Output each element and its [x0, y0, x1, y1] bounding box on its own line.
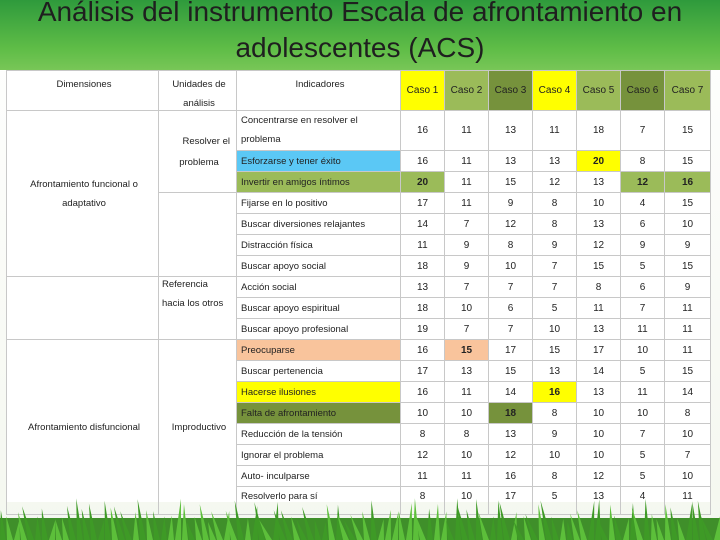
header-caso-2: Caso 2	[445, 71, 489, 111]
value-cell: 13	[577, 487, 621, 515]
dimension-funcional	[7, 111, 159, 277]
value-cell: 14	[665, 382, 711, 403]
value-cell: 12	[533, 172, 577, 193]
value-cell: 13	[577, 172, 621, 193]
unit-referencia	[159, 277, 237, 340]
value-cell: 6	[621, 277, 665, 298]
value-cell: 8	[533, 403, 577, 424]
value-cell: 9	[665, 277, 711, 298]
indicator-label: Preocuparse	[237, 340, 401, 361]
value-cell: 10	[445, 487, 489, 515]
indicator-label: Distracción física	[237, 235, 401, 256]
value-cell: 10	[445, 445, 489, 466]
value-cell: 11	[445, 382, 489, 403]
value-cell: 9	[533, 424, 577, 445]
value-cell: 19	[401, 319, 445, 340]
dimension-funcional-line2: adaptativo	[62, 197, 106, 209]
header-caso-1: Caso 1	[401, 71, 445, 111]
value-cell: 17	[577, 340, 621, 361]
value-cell: 13	[489, 111, 533, 151]
value-cell: 10	[489, 256, 533, 277]
value-cell: 8	[401, 424, 445, 445]
value-cell: 8	[533, 193, 577, 214]
value-cell: 11	[621, 382, 665, 403]
header-indicadores: Indicadores	[237, 71, 401, 111]
value-cell: 4	[621, 487, 665, 515]
value-cell: 11	[445, 466, 489, 487]
value-cell: 10	[665, 424, 711, 445]
value-cell: 10	[665, 214, 711, 235]
value-cell: 20	[577, 151, 621, 172]
value-cell: 16	[489, 466, 533, 487]
table-row	[7, 111, 711, 151]
value-cell: 10	[621, 340, 665, 361]
value-cell: 7	[445, 319, 489, 340]
value-cell: 15	[533, 340, 577, 361]
value-cell: 11	[665, 340, 711, 361]
unit-resolver-line1: Resolver el	[182, 135, 230, 147]
value-cell: 18	[401, 256, 445, 277]
value-cell: 8	[577, 277, 621, 298]
value-cell: 10	[621, 403, 665, 424]
value-cell: 11	[621, 319, 665, 340]
value-cell: 4	[621, 193, 665, 214]
value-cell: 13	[401, 277, 445, 298]
indicator-label: Concentrarse en resolver el	[241, 115, 358, 126]
value-cell: 7	[445, 214, 489, 235]
value-cell: 7	[533, 256, 577, 277]
value-cell: 17	[401, 193, 445, 214]
value-cell: 12	[577, 466, 621, 487]
value-cell: 11	[401, 235, 445, 256]
value-cell: 17	[401, 361, 445, 382]
value-cell: 7	[489, 319, 533, 340]
title-line-1: Análisis del instrumento Escala de afrontamiento en	[37, 0, 683, 27]
unit-referencia-line2: hacia los otros	[162, 298, 224, 309]
value-cell: 7	[489, 277, 533, 298]
value-cell: 10	[445, 403, 489, 424]
value-cell: 11	[445, 151, 489, 172]
value-cell: 15	[577, 256, 621, 277]
unit-referencia-line1: Referencia	[162, 279, 208, 290]
value-cell: 10	[577, 445, 621, 466]
value-cell: 13	[445, 361, 489, 382]
value-cell: 17	[489, 487, 533, 515]
page-title	[0, 0, 720, 66]
header-unidades-line1: Unidades de	[172, 79, 226, 90]
indicator-label: Invertir en amigos íntimos	[237, 172, 401, 193]
indicator-label: Auto- inculparse	[237, 466, 401, 487]
value-cell: 17	[489, 340, 533, 361]
value-cell: 11	[665, 319, 711, 340]
indicator-label: Buscar apoyo social	[237, 256, 401, 277]
value-cell: 16	[401, 151, 445, 172]
indicator-label: Fijarse en lo positivo	[237, 193, 401, 214]
value-cell: 9	[533, 235, 577, 256]
indicator-label: Acción social	[237, 277, 401, 298]
header-row	[7, 71, 711, 111]
value-cell: 15	[489, 172, 533, 193]
value-cell: 10	[445, 298, 489, 319]
value-cell: 10	[401, 403, 445, 424]
value-cell: 10	[577, 193, 621, 214]
indicator-label: Buscar diversiones relajantes	[237, 214, 401, 235]
indicator-label: Hacerse ilusiones	[237, 382, 401, 403]
value-cell: 18	[401, 298, 445, 319]
value-cell: 18	[489, 403, 533, 424]
unit-resolver	[159, 111, 237, 193]
value-cell: 6	[489, 298, 533, 319]
value-cell: 14	[577, 361, 621, 382]
value-cell: 12	[489, 445, 533, 466]
header-caso-6: Caso 6	[621, 71, 665, 111]
indicator-label: Falta de afrontamiento	[237, 403, 401, 424]
value-cell: 10	[577, 424, 621, 445]
value-cell: 12	[621, 172, 665, 193]
value-cell: 5	[621, 256, 665, 277]
value-cell: 7	[665, 445, 711, 466]
value-cell: 8	[665, 403, 711, 424]
value-cell: 15	[445, 340, 489, 361]
value-cell: 20	[401, 172, 445, 193]
value-cell: 10	[665, 466, 711, 487]
indicator-cell	[237, 111, 401, 151]
value-cell: 16	[401, 340, 445, 361]
dimension-blank	[7, 277, 159, 340]
value-cell: 5	[621, 445, 665, 466]
indicator-label: Reducción de la tensión	[237, 424, 401, 445]
value-cell: 9	[621, 235, 665, 256]
value-cell: 5	[533, 298, 577, 319]
value-cell: 8	[621, 151, 665, 172]
value-cell: 8	[533, 466, 577, 487]
value-cell: 14	[401, 214, 445, 235]
value-cell: 5	[621, 466, 665, 487]
value-cell: 10	[577, 403, 621, 424]
value-cell: 16	[533, 382, 577, 403]
value-cell: 9	[665, 235, 711, 256]
dimension-funcional-line1: Afrontamiento funcional o	[30, 178, 138, 190]
value-cell: 15	[665, 111, 711, 151]
value-cell: 12	[577, 235, 621, 256]
indicator-label: Esforzarse y tener éxito	[237, 151, 401, 172]
value-cell: 11	[665, 487, 711, 515]
value-cell: 15	[665, 256, 711, 277]
value-cell: 10	[533, 319, 577, 340]
value-cell: 7	[621, 111, 665, 151]
value-cell: 12	[489, 214, 533, 235]
header-caso-3: Caso 3	[489, 71, 533, 111]
unit-improductivo: Improductivo	[159, 340, 237, 515]
value-cell: 13	[489, 424, 533, 445]
indicator-label: Buscar pertenencia	[237, 361, 401, 382]
value-cell: 13	[533, 361, 577, 382]
value-cell: 8	[445, 424, 489, 445]
value-cell: 14	[489, 382, 533, 403]
value-cell: 15	[665, 361, 711, 382]
value-cell: 7	[621, 424, 665, 445]
value-cell: 13	[577, 319, 621, 340]
indicator-label: Ignorar el problema	[237, 445, 401, 466]
value-cell: 6	[621, 214, 665, 235]
grass-decoration	[0, 498, 720, 540]
results-table-container	[6, 70, 710, 502]
value-cell: 15	[665, 151, 711, 172]
value-cell: 11	[533, 111, 577, 151]
value-cell: 16	[401, 382, 445, 403]
value-cell: 5	[533, 487, 577, 515]
header-caso-4: Caso 4	[533, 71, 577, 111]
header-unidades-line2: análisis	[183, 98, 215, 109]
value-cell: 18	[577, 111, 621, 151]
value-cell: 11	[577, 298, 621, 319]
table-row	[7, 277, 711, 298]
value-cell: 13	[577, 382, 621, 403]
value-cell: 11	[665, 298, 711, 319]
value-cell: 11	[401, 466, 445, 487]
value-cell: 12	[401, 445, 445, 466]
indicator-label: Resolverlo para sí	[237, 487, 401, 515]
table-row	[7, 340, 711, 361]
value-cell: 11	[445, 172, 489, 193]
value-cell: 13	[489, 151, 533, 172]
header-caso-5: Caso 5	[577, 71, 621, 111]
value-cell: 11	[445, 193, 489, 214]
header-unidades	[159, 71, 237, 111]
value-cell: 8	[489, 235, 533, 256]
indicator-label: Buscar apoyo espiritual	[237, 298, 401, 319]
value-cell: 7	[621, 298, 665, 319]
value-cell: 15	[665, 193, 711, 214]
value-cell: 8	[401, 487, 445, 515]
value-cell: 9	[445, 256, 489, 277]
value-cell: 5	[621, 361, 665, 382]
header-dimensiones: Dimensiones	[7, 71, 159, 111]
value-cell: 9	[445, 235, 489, 256]
title-line-2: adolescentes (ACS)	[235, 32, 485, 63]
value-cell: 7	[533, 277, 577, 298]
value-cell: 16	[401, 111, 445, 151]
value-cell: 13	[577, 214, 621, 235]
value-cell: 9	[489, 193, 533, 214]
unit-resolver-line2: problema	[179, 156, 219, 168]
value-cell: 8	[533, 214, 577, 235]
value-cell: 16	[665, 172, 711, 193]
value-cell: 10	[533, 445, 577, 466]
value-cell: 13	[533, 151, 577, 172]
value-cell: 7	[445, 277, 489, 298]
value-cell: 11	[445, 111, 489, 151]
indicator-label-continued: problema	[241, 134, 281, 145]
dimension-disfuncional: Afrontamiento disfuncional	[7, 340, 159, 515]
unit-blank	[159, 193, 237, 277]
header-caso-7: Caso 7	[665, 71, 711, 111]
value-cell: 15	[489, 361, 533, 382]
indicator-label: Buscar apoyo profesional	[237, 319, 401, 340]
results-table	[6, 70, 711, 515]
